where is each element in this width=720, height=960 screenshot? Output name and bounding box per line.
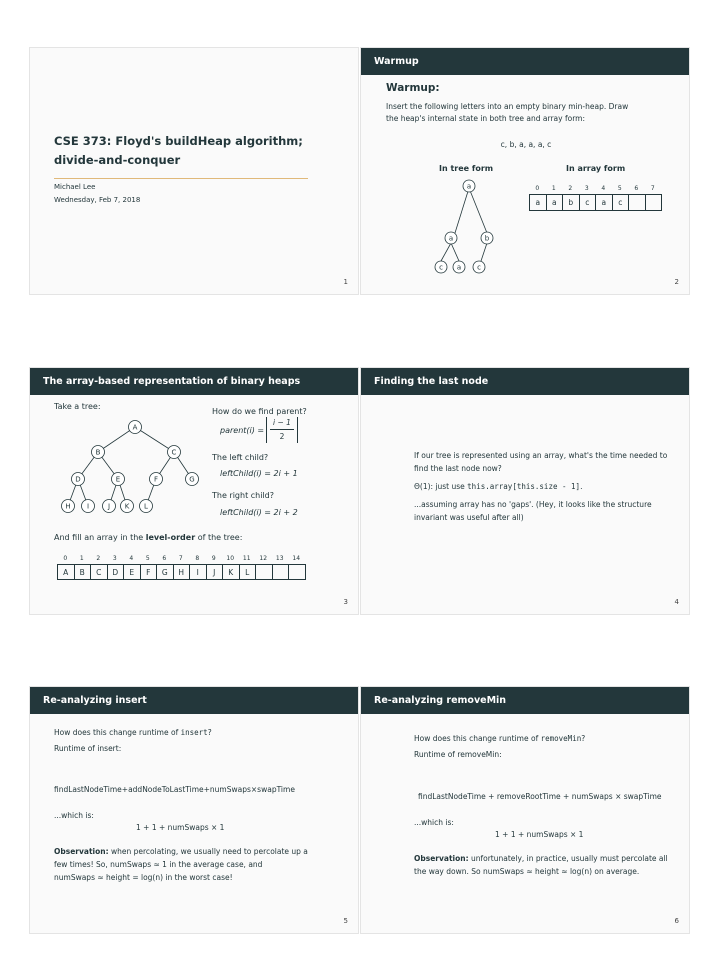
array-index: 3 xyxy=(584,185,589,192)
array-index: 6 xyxy=(162,555,167,562)
array-cell: E xyxy=(123,564,141,580)
tree-node xyxy=(82,500,95,513)
array-index: 5 xyxy=(617,185,622,192)
array-index: 3 xyxy=(112,555,117,562)
question-line xyxy=(54,726,212,739)
parent-formula-fraction xyxy=(266,417,298,443)
tree-node-label: c xyxy=(439,263,443,272)
slide-header: Warmup xyxy=(361,48,689,75)
right-child-formula: leftChild(i) = 2i + 2 xyxy=(220,508,298,517)
title-line-2: divide-and-conquer xyxy=(54,153,181,167)
tree-node-label: a xyxy=(448,234,454,243)
tree-node xyxy=(481,232,493,244)
runtime-label: Runtime of insert: xyxy=(54,744,122,753)
question-pre: How does this change runtime of xyxy=(54,728,181,737)
tree-node xyxy=(435,261,447,273)
array-cell: L xyxy=(239,564,257,580)
tree-node-label: c xyxy=(477,263,481,272)
tree-node-label: F xyxy=(153,475,159,484)
binary-tree xyxy=(58,418,218,514)
heap-tree xyxy=(421,176,521,278)
array-cell: B xyxy=(74,564,92,580)
observation-label: Observation: xyxy=(54,847,109,856)
observation-line-2: few times! So, numSwaps ≈ 1 in the average case, and xyxy=(54,860,263,869)
array-cell: C xyxy=(90,564,108,580)
array-cell: I xyxy=(189,564,207,580)
array-cell: a xyxy=(546,194,564,211)
array-index: 1 xyxy=(79,555,84,562)
observation-text: when percolating, we usually need to percolate up a xyxy=(108,847,308,856)
fraction-numerator: i − 1 xyxy=(273,418,291,427)
slide-5 xyxy=(29,686,359,934)
tree-node-label: E xyxy=(115,475,121,484)
fill-text-post: of the tree: xyxy=(195,533,243,542)
tree-node xyxy=(473,261,485,273)
observation-line-1 xyxy=(414,852,668,865)
q-parent: How do we find parent? xyxy=(212,407,307,416)
tree-node-label: G xyxy=(189,475,195,484)
date: Wednesday, Feb 7, 2018 xyxy=(54,196,141,204)
fill-array-text xyxy=(54,531,242,544)
tree-node xyxy=(129,421,142,434)
q-left-child: The left child? xyxy=(212,453,269,462)
array-cell: D xyxy=(107,564,125,580)
answer-post: . xyxy=(580,482,583,491)
observation-label: Observation: xyxy=(414,854,469,863)
slide-6 xyxy=(360,686,690,934)
question-line xyxy=(414,732,585,745)
array-index: 4 xyxy=(129,555,134,562)
take-tree-text: Take a tree: xyxy=(54,402,101,411)
tree-node-label: J xyxy=(107,502,111,511)
parent-formula-lhs: parent(i) = xyxy=(220,426,265,435)
fill-text-bold: level-order xyxy=(145,533,196,542)
page-number: 3 xyxy=(343,598,348,606)
array-cell: c xyxy=(612,194,630,211)
array-cell xyxy=(288,564,306,580)
answer-line xyxy=(414,480,582,493)
tree-node xyxy=(72,473,85,486)
page-number: 4 xyxy=(674,598,679,606)
answer-pre: Θ(1): just use xyxy=(414,482,468,491)
array-index: 2 xyxy=(96,555,101,562)
page-number: 5 xyxy=(343,917,348,925)
tree-node-label: a xyxy=(466,182,472,191)
fill-text-pre: And fill an array in the xyxy=(54,533,146,542)
observation-line-3: numSwaps ≈ height = log(n) in the worst case! xyxy=(54,873,233,882)
instruction-line-1: Insert the following letters into an empty binary min-heap. Draw xyxy=(386,102,629,111)
array-cell: A xyxy=(57,564,75,580)
which-is-label: ...which is: xyxy=(54,811,94,820)
slide-title xyxy=(54,132,303,170)
question-line-2: find the last node now? xyxy=(414,464,502,473)
tree-node-label: L xyxy=(144,502,148,511)
array-cell: a xyxy=(595,194,613,211)
tree-node xyxy=(140,500,153,513)
array-index: 13 xyxy=(275,555,284,562)
array-cell: F xyxy=(140,564,158,580)
tree-node-label: a xyxy=(456,263,462,272)
tree-node xyxy=(445,232,457,244)
note-line-2: invariant was useful after all) xyxy=(414,513,524,522)
array-index: 9 xyxy=(211,555,216,562)
fraction-denominator: 2 xyxy=(279,432,285,441)
slide-4 xyxy=(360,367,690,615)
tree-node-label: D xyxy=(75,475,81,484)
tree-node xyxy=(463,180,475,192)
slide-2 xyxy=(360,47,690,295)
page-number: 2 xyxy=(674,278,679,286)
tree-array xyxy=(58,564,306,580)
which-is-label: ...which is: xyxy=(414,818,454,827)
tree-node-label: A xyxy=(132,423,138,432)
tree-node xyxy=(112,473,125,486)
title-divider xyxy=(54,178,308,179)
array-index: 8 xyxy=(195,555,200,562)
array-cell: b xyxy=(562,194,580,211)
observation-line-1 xyxy=(54,845,308,858)
array-index: 7 xyxy=(178,555,183,562)
array-index: 2 xyxy=(568,185,573,192)
fraction-bar xyxy=(270,429,294,430)
tree-node xyxy=(168,446,181,459)
observation-line-2: the way down. So numSwaps ≈ height ≈ log(n) on average. xyxy=(414,867,640,876)
tree-node-label: C xyxy=(171,448,177,457)
array-index: 11 xyxy=(242,555,251,562)
array-index: 10 xyxy=(226,555,235,562)
note-line-1: ...assuming array has no 'gaps'. (Hey, it looks like the structure xyxy=(414,500,652,509)
array-cell xyxy=(255,564,273,580)
tree-node xyxy=(453,261,465,273)
tree-node-label: I xyxy=(86,502,90,511)
array-cell xyxy=(645,194,663,211)
array-cell: K xyxy=(222,564,240,580)
array-index: 0 xyxy=(63,555,68,562)
question-code: insert xyxy=(180,728,208,737)
tree-node-label: b xyxy=(484,234,490,243)
array-indices xyxy=(57,555,305,562)
question-post: ? xyxy=(581,734,586,743)
tree-node xyxy=(92,446,105,459)
question-pre: How does this change runtime of xyxy=(414,734,541,743)
question-line-1: If our tree is represented using an array, what's the time needed to xyxy=(414,451,668,460)
instruction-line-2: the heap's internal state in both tree and array form: xyxy=(386,114,585,123)
array-form-label: In array form xyxy=(566,164,626,173)
tree-node-label: B xyxy=(95,448,101,457)
answer-code: this.array[this.size - 1] xyxy=(467,482,581,491)
array-cell: J xyxy=(206,564,224,580)
tree-node-label: H xyxy=(65,502,71,511)
array-cell: a xyxy=(529,194,547,211)
runtime-result: 1 + 1 + numSwaps × 1 xyxy=(136,823,225,832)
array-cell: c xyxy=(579,194,597,211)
runtime-result: 1 + 1 + numSwaps × 1 xyxy=(495,830,584,839)
array-index: 0 xyxy=(535,185,540,192)
array-index: 4 xyxy=(601,185,606,192)
array-indices xyxy=(529,185,661,192)
tree-node-label: K xyxy=(124,502,130,511)
tree-node xyxy=(121,500,134,513)
array-index: 7 xyxy=(650,185,655,192)
runtime-formula: findLastNodeTime + removeRootTime + numSwaps × swapTime xyxy=(418,792,662,801)
author: Michael Lee xyxy=(54,183,96,191)
slide-header: The array-based representation of binary heaps xyxy=(30,368,358,395)
slide-1 xyxy=(29,47,359,295)
slide-header: Re-analyzing insert xyxy=(30,687,358,714)
array-index: 12 xyxy=(259,555,268,562)
frame-title: Warmup: xyxy=(386,82,440,94)
tree-form-label: In tree form xyxy=(439,164,494,173)
array-cell xyxy=(272,564,290,580)
left-child-formula: leftChild(i) = 2i + 1 xyxy=(220,469,298,478)
runtime-formula: findLastNodeTime+addNodeToLastTime+numSwaps×swapTime xyxy=(54,785,295,794)
slide-3 xyxy=(29,367,359,615)
array-cell xyxy=(628,194,646,211)
array-index: 14 xyxy=(292,555,301,562)
tree-node xyxy=(150,473,163,486)
slide-header: Finding the last node xyxy=(361,368,689,395)
array-cell: G xyxy=(156,564,174,580)
q-right-child: The right child? xyxy=(212,491,274,500)
page-number: 6 xyxy=(674,917,679,925)
tree-node xyxy=(186,473,199,486)
title-line-1: CSE 373: Floyd's buildHeap algorithm; xyxy=(54,134,303,148)
array-index: 5 xyxy=(145,555,150,562)
heap-array xyxy=(530,194,662,211)
tree-node xyxy=(62,500,75,513)
array-cell: H xyxy=(173,564,191,580)
question-code: removeMin xyxy=(540,734,582,743)
tree-node xyxy=(103,500,116,513)
array-index: 1 xyxy=(551,185,556,192)
observation-text: unfortunately, in practice, usually must percolate all xyxy=(468,854,668,863)
runtime-label: Runtime of removeMin: xyxy=(414,750,502,759)
slide-header: Re-analyzing removeMin xyxy=(361,687,689,714)
question-post: ? xyxy=(207,728,212,737)
page-number: 1 xyxy=(343,278,348,286)
letters-list: c, b, a, a, a, c xyxy=(500,140,552,149)
array-index: 6 xyxy=(634,185,639,192)
